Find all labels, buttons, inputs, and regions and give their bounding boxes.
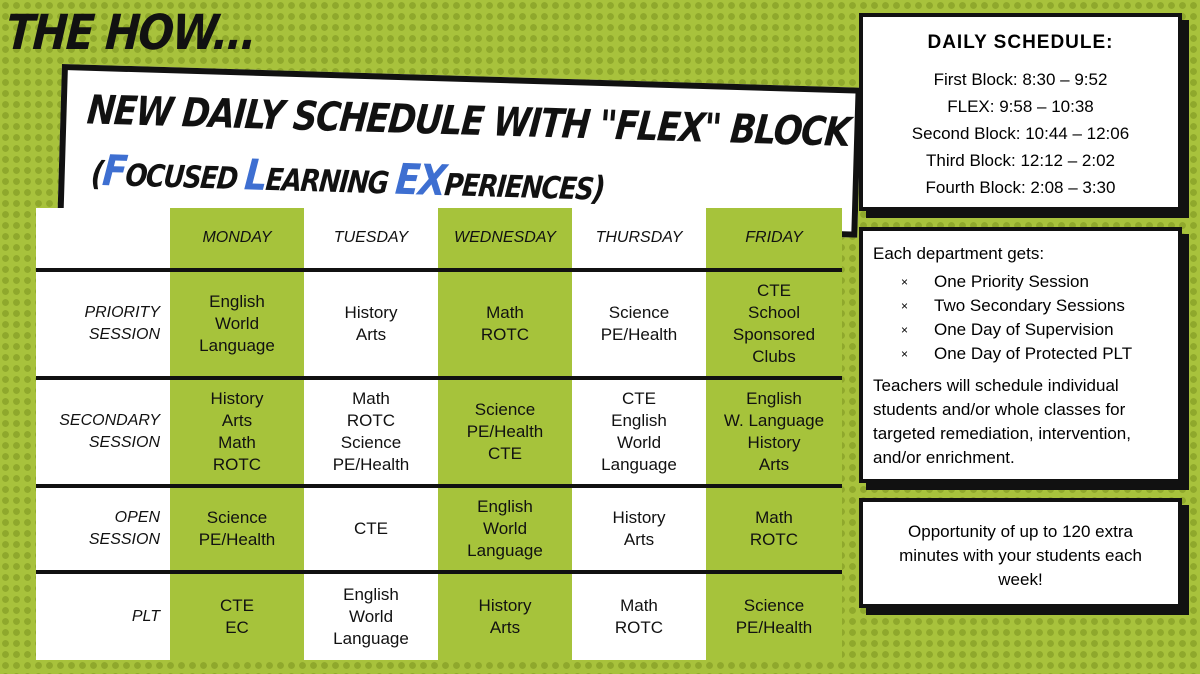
page-heading: THE HOW... bbox=[4, 4, 257, 61]
subtitle-open-paren: ( bbox=[89, 154, 105, 194]
schedule-cell: CTE School Sponsored Clubs bbox=[706, 270, 842, 378]
schedule-cell: Math ROTC bbox=[438, 270, 572, 378]
opportunity-box bbox=[859, 498, 1182, 608]
schedule-table bbox=[36, 208, 842, 660]
schedule-cell: English World Language bbox=[333, 585, 409, 648]
x-bullet-icon: × bbox=[901, 347, 909, 361]
schedule-cell: English World Language bbox=[170, 270, 304, 378]
schedule-cell: History Arts bbox=[612, 508, 666, 549]
table-row bbox=[36, 378, 842, 486]
department-list bbox=[873, 270, 1168, 366]
schedule-cell: History Arts Math ROTC bbox=[170, 378, 304, 486]
block-time: Fourth Block: 2:08 – 3:30 bbox=[925, 178, 1116, 197]
schedule-cell: Math ROTC Science PE/Health bbox=[332, 389, 410, 474]
daily-schedule-box bbox=[859, 13, 1182, 211]
row-label-plt: PLT bbox=[131, 608, 160, 625]
row-label-secondary: SECONDARY SESSION bbox=[59, 412, 160, 451]
subtitle-close-paren: ) bbox=[590, 168, 606, 209]
x-bullet-icon: × bbox=[901, 323, 909, 337]
day-header: TUESDAY bbox=[333, 229, 409, 246]
x-bullet-icon: × bbox=[901, 275, 909, 289]
row-label-open: OPEN SESSION bbox=[88, 509, 160, 548]
table-header-row bbox=[36, 208, 842, 270]
schedule-cell: CTE English World Language bbox=[601, 389, 677, 474]
block-time: FLEX: 9:58 – 10:38 bbox=[947, 97, 1094, 116]
list-item: × One Day of Supervision bbox=[873, 318, 1168, 342]
list-item: × Two Secondary Sessions bbox=[873, 294, 1168, 318]
acronym-letter-f: F bbox=[100, 147, 128, 197]
day-header: THURSDAY bbox=[595, 229, 683, 246]
flex-acronym-subtitle bbox=[89, 147, 606, 210]
day-header: FRIDAY bbox=[706, 208, 842, 270]
schedule-cell: English World Language bbox=[438, 486, 572, 572]
schedule-cell: History Arts bbox=[438, 572, 572, 660]
schedule-cell: Science PE/Health bbox=[706, 572, 842, 660]
acronym-letter-ex: EX bbox=[393, 155, 448, 206]
department-info-box bbox=[859, 227, 1182, 483]
block-time: Third Block: 12:12 – 2:02 bbox=[925, 151, 1115, 170]
schedule-cell: Science PE/Health CTE bbox=[438, 378, 572, 486]
schedule-cell: CTE EC bbox=[170, 572, 304, 660]
schedule-cell: Math ROTC bbox=[706, 486, 842, 572]
block-time: First Block: 8:30 – 9:52 bbox=[933, 70, 1108, 89]
opportunity-text: Opportunity of up to 120 extra minutes with your students each week! bbox=[899, 522, 1142, 589]
x-bullet-icon: × bbox=[901, 299, 909, 313]
schedule-cell: English W. Language History Arts bbox=[706, 378, 842, 486]
day-header: WEDNESDAY bbox=[438, 208, 572, 270]
schedule-cell: History Arts bbox=[344, 303, 398, 344]
block-time: Second Block: 10:44 – 12:06 bbox=[911, 124, 1130, 143]
schedule-cell: Science PE/Health bbox=[600, 303, 678, 344]
department-heading: Each department gets: bbox=[873, 244, 1045, 263]
daily-schedule-title: DAILY SCHEDULE: bbox=[927, 32, 1114, 53]
teachers-note: Teachers will schedule individual students and/or whole classes for targeted remediation, intervention, and/or enrichment. bbox=[873, 376, 1131, 467]
header-corner bbox=[36, 208, 170, 270]
subtitle-word-focused: OCUSED bbox=[123, 158, 246, 198]
schedule-cell: CTE bbox=[354, 519, 388, 538]
table-row bbox=[36, 572, 842, 660]
row-label-priority: PRIORITY SESSION bbox=[84, 304, 160, 343]
schedule-cell: Science PE/Health bbox=[170, 486, 304, 572]
table-row bbox=[36, 486, 842, 572]
list-item: × One Priority Session bbox=[873, 270, 1168, 294]
schedule-cell: Math ROTC bbox=[614, 596, 664, 637]
subtitle-word-experiences: PERIENCES bbox=[442, 168, 595, 208]
acronym-letter-l: L bbox=[242, 151, 269, 201]
subtitle-word-learning: EARNING bbox=[264, 162, 397, 202]
schedule-title: NEW DAILY SCHEDULE WITH "FLEX" BLOCK bbox=[85, 86, 852, 157]
list-item: × One Day of Protected PLT bbox=[873, 342, 1168, 366]
day-header: MONDAY bbox=[170, 208, 304, 270]
table-row bbox=[36, 270, 842, 378]
